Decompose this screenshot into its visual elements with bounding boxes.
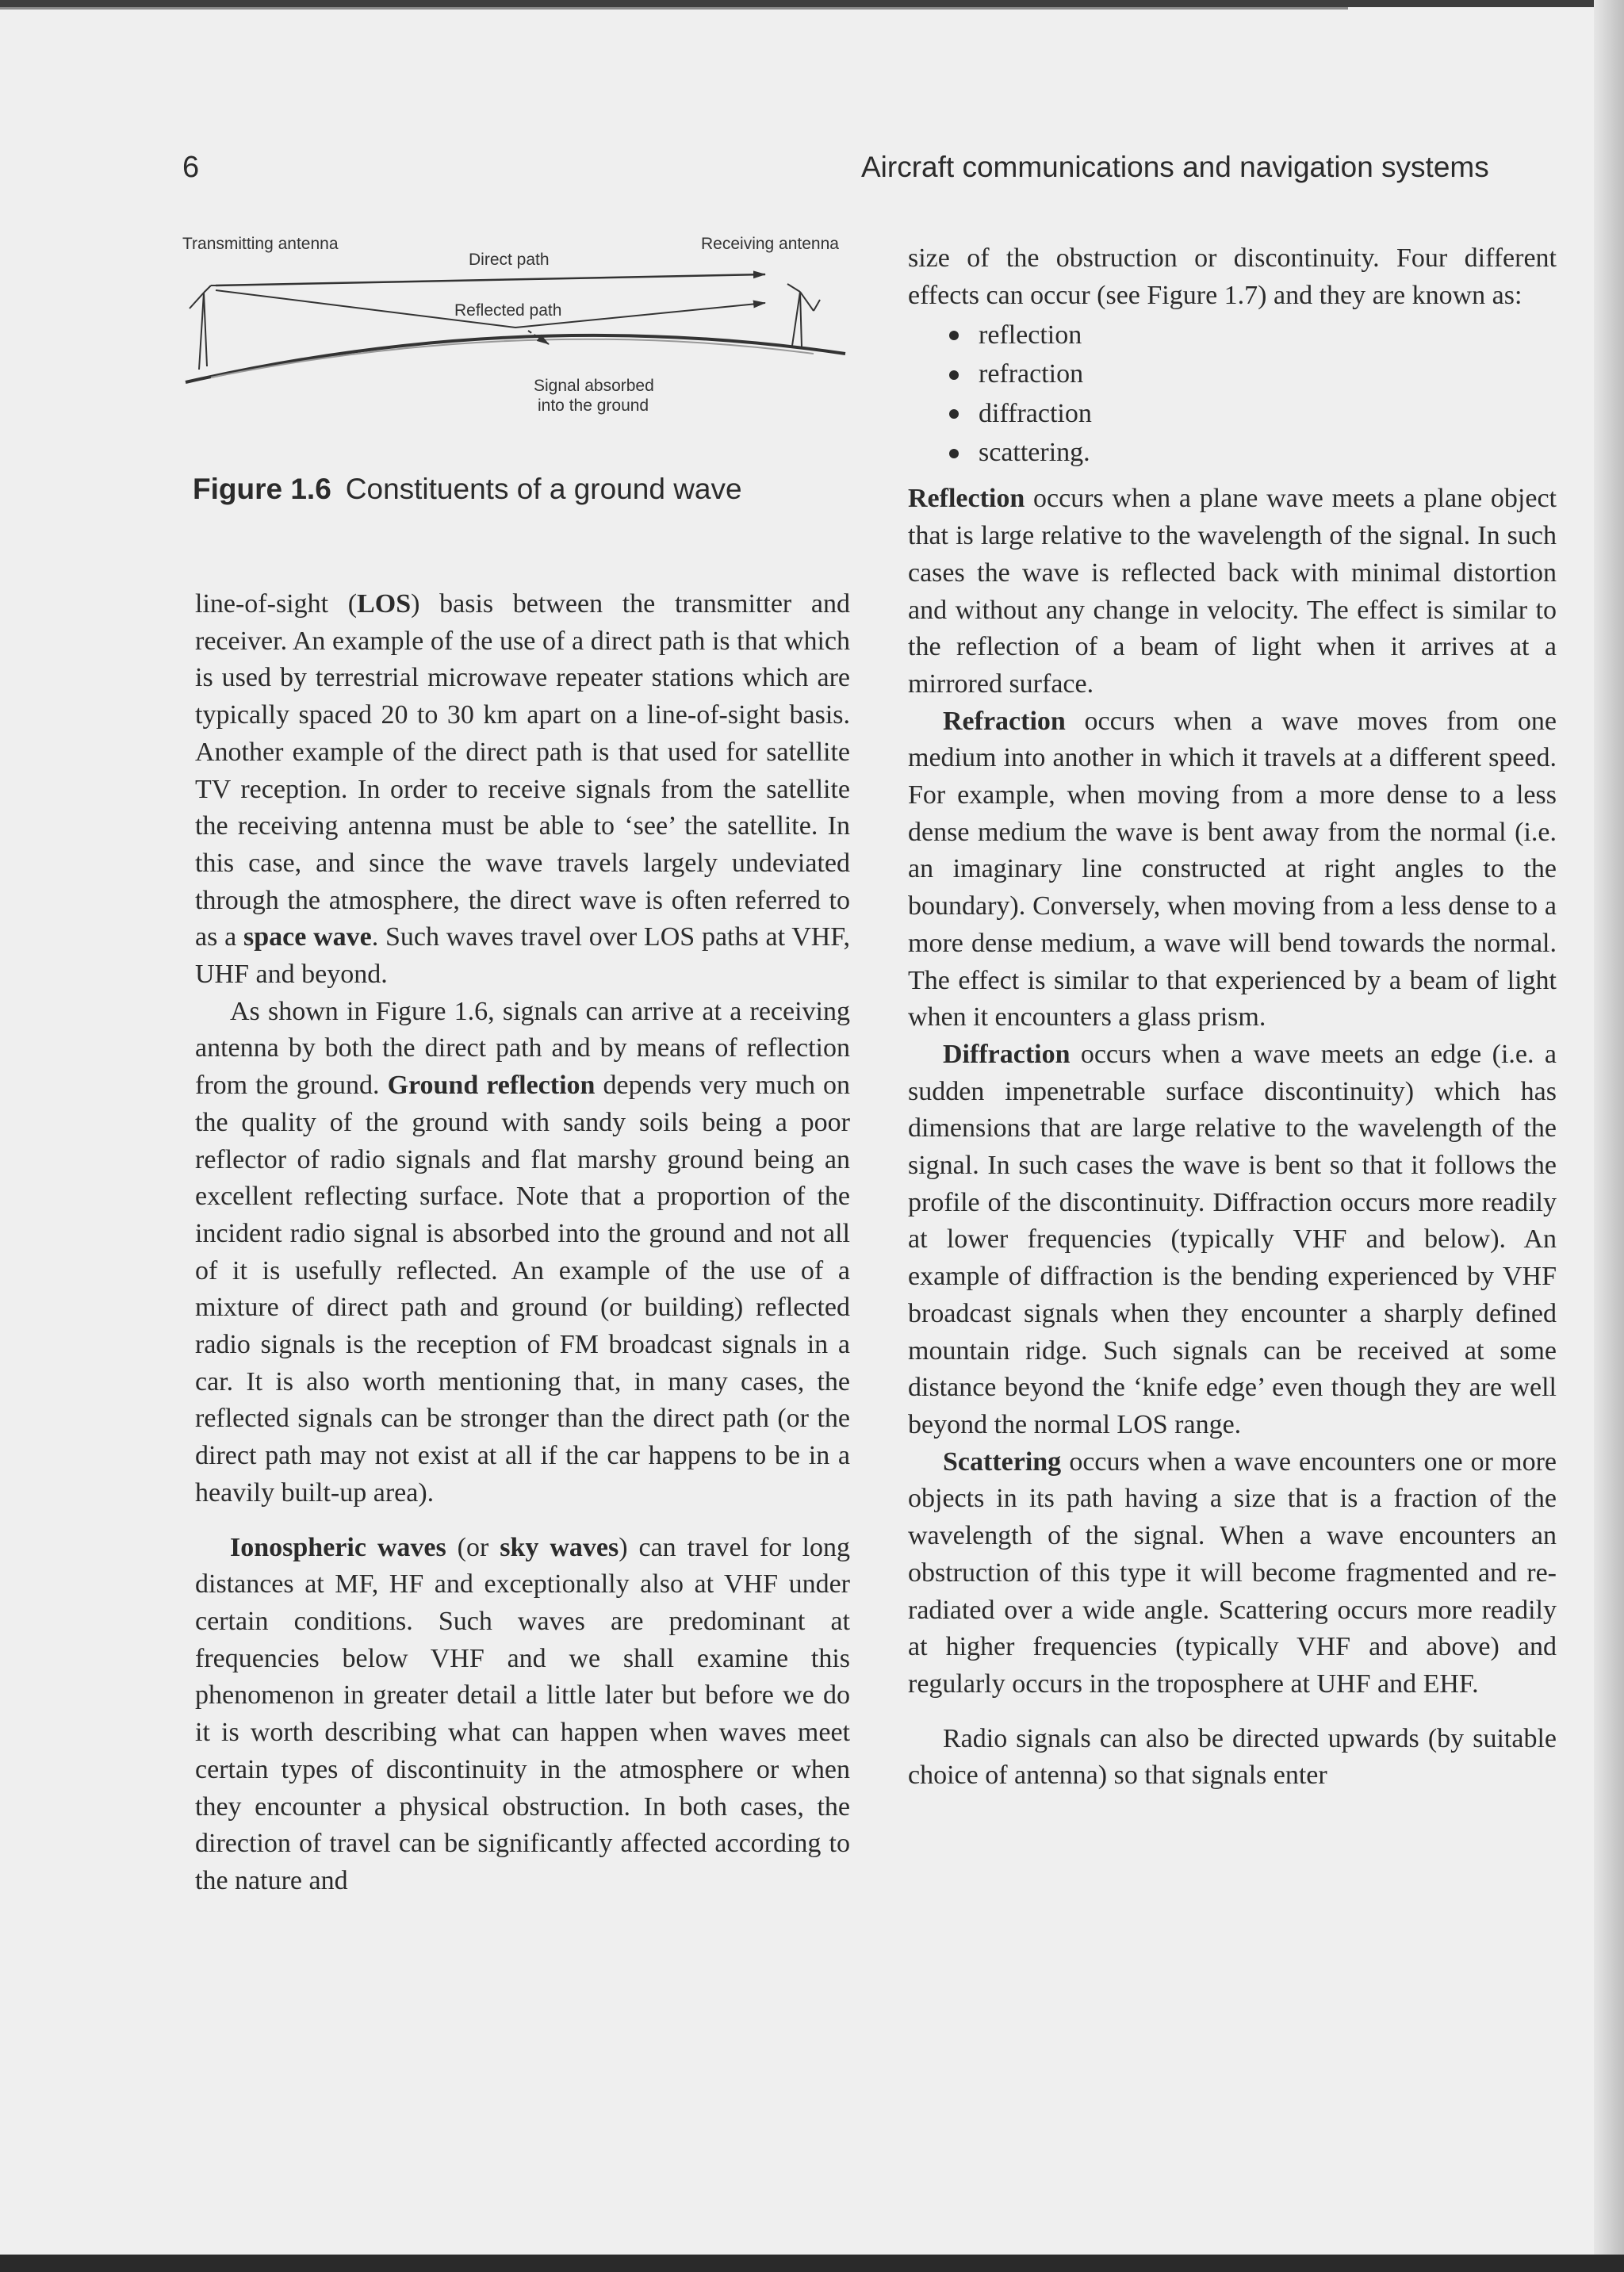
text-run: size of the obstruction or discontinuity. Four different effects can occur (see Figure 1.7) and they are known as: <box>908 243 1557 310</box>
page-edge-shadow <box>1594 0 1624 2255</box>
paragraph <box>908 1721 1557 1795</box>
ground-wave-diagram <box>179 227 853 425</box>
receiving-antenna-icon <box>787 284 820 347</box>
bold-term: Ionospheric waves <box>230 1532 446 1562</box>
bold-term: Refraction <box>943 706 1066 736</box>
figure-ground-wave <box>179 227 853 425</box>
paragraph <box>195 994 850 1512</box>
bullet-icon <box>949 370 959 380</box>
bold-term: Scattering <box>943 1446 1062 1477</box>
list-item-label: diffraction <box>979 398 1092 428</box>
text-run: depends very much on the quality of the ground with sandy soils being a poor reflector of radio signals and flat marshy ground being an excellent reflecting surface. Note that a proportion of the incident radio signal is absorbed into the ground and not all of it is usefully reflected. An example of the use of a mixture of direct path and ground (or building) reflected radio signals is the reception of FM broadcast signals in a car. It is also worth mentioning that, in many cases, the reflected signals can be stronger than the direct path (or the direct path may not exist at all if the car happens to be in a heavily built-up area). <box>195 1071 850 1508</box>
figure-caption <box>193 473 742 506</box>
right-column <box>908 240 1557 1795</box>
page-number: 6 <box>182 151 200 184</box>
list-item <box>949 316 1557 355</box>
label-reflected-path: Reflected path <box>454 301 562 320</box>
text-run: occurs when a wave meets an edge (i.e. a sudden impenetrable surface discontinuity) which has dimensions that are large relative to the wavelength of the signal. In such cases the wave is bent so that it follows the profile of the discontinuity. Diffraction occurs more readily at lower frequencies (typically VHF and below). An example of diffraction is the bending experienced by VHF broadcast signals when they encounter a sharply defined mountain ridge. Such signals can be received at some distance beyond the ‘knife edge’ even though they are well beyond the normal LOS range. <box>908 1039 1557 1439</box>
top-border <box>0 0 1624 7</box>
label-transmitting-antenna: Transmitting antenna <box>182 235 339 253</box>
list-item <box>949 434 1557 473</box>
text-run: occurs when a wave encounters one or more objects in its path having a size that is a fraction of the wavelength of the signal. When a wave encounters an obstruction of this type it will become fragmented and re-radiated over a wide angle. Scattering occurs more readily at higher frequencies (typically VHF and above) and regularly occurs in the troposphere at UHF and EHF. <box>908 1446 1557 1699</box>
bold-term: Ground reflection <box>387 1071 596 1101</box>
bold-term: sky waves <box>500 1532 619 1562</box>
text-run: line-of-sight ( <box>195 589 358 619</box>
running-title: Aircraft communications and navigation systems <box>861 151 1489 183</box>
list-item <box>949 355 1557 395</box>
paragraph <box>908 481 1557 703</box>
text-run: . Such waves travel over LOS paths at VHF, UHF and beyond. <box>195 922 850 990</box>
text-run: ) basis between the transmitter and receiver. An example of the use of a direct path is that which is used by terrestrial microwave repeater stations which are typically spaced 20 to 30 km apart on a line-of-sight basis. Another example of the direct path is that used for satellite TV reception. In order to receive signals from the satellite the receiving antenna must be able to ‘see’ the satellite. In this case, and since the wave travels largely undeviated through the atmosphere, the direct wave is often referred to as a <box>195 589 850 952</box>
top-border-shadow <box>0 7 1348 10</box>
list-item <box>949 394 1557 434</box>
bold-term: space wave <box>243 922 372 952</box>
list-item-label: refraction <box>979 359 1084 389</box>
text-run: occurs when a plane wave meets a plane object that is large relative to the wavelength of the signal. In such cases the wave is reflected back with minimal distortion and without any change in velocity. The effect is similar to the reflection of a beam of light when it arrives at a mirrored surface. <box>908 484 1557 699</box>
effects-list <box>908 316 1557 473</box>
bullet-icon <box>949 449 959 458</box>
bullet-icon <box>949 409 959 419</box>
label-receiving-antenna: Receiving antenna <box>701 235 839 253</box>
label-signal-absorbed-2: into the ground <box>538 397 649 415</box>
label-signal-absorbed-1: Signal absorbed <box>534 377 654 395</box>
list-item-label: reflection <box>979 320 1082 350</box>
direct-path-arrow <box>216 274 765 285</box>
text-run: Radio signals can also be directed upwards (by suitable choice of antenna) so that signals enter <box>908 1723 1557 1791</box>
text-run: (or <box>446 1532 500 1562</box>
paragraph <box>908 703 1557 1036</box>
text-run: As shown in Figure 1.6, signals can arrive at a receiving antenna by both the direct path and by means of reflection from the ground. <box>195 996 850 1101</box>
bold-term: Diffraction <box>943 1039 1071 1069</box>
figure-number: Figure 1.6 <box>193 473 331 505</box>
ground-surface <box>186 335 845 382</box>
bottom-border <box>0 2255 1624 2272</box>
transmitting-antenna-icon <box>190 285 217 370</box>
bold-term: Reflection <box>908 484 1025 514</box>
text-run: occurs when a wave moves from one medium into another in which it travels at a different speed. For example, when moving from a more dense to a less dense medium the wave is bent away from the normal (i.e. an imaginary line constructed at right angles to the boundary). Conversely, when moving from a less dense to a more dense medium, a wave will bend towards the normal. The effect is similar to that experienced by a beam of light when it encounters a glass prism. <box>908 706 1557 1033</box>
figure-caption-text: Constituents of a ground wave <box>345 473 742 505</box>
paragraph <box>908 1036 1557 1444</box>
paragraph <box>195 586 850 994</box>
label-direct-path: Direct path <box>469 251 550 269</box>
bold-term: LOS <box>357 589 412 619</box>
paragraph <box>908 240 1557 314</box>
bullet-icon <box>949 331 959 340</box>
paragraph <box>195 1530 850 1900</box>
left-column <box>195 586 850 1900</box>
paragraph <box>908 1444 1557 1703</box>
text-run: ) can travel for long distances at MF, HF and exceptionally also at VHF under certain conditions. Such waves are predominant at frequencies below VHF and we shall examine this phenomenon in greater detail a little later but before we do it is worth describing what can happen when waves meet certain types of discontinuity in the atmosphere or when they encounter a physical obstruction. In both cases, the direction of travel can be significantly affected according to the nature and <box>195 1532 850 1895</box>
list-item-label: scattering. <box>979 438 1090 468</box>
